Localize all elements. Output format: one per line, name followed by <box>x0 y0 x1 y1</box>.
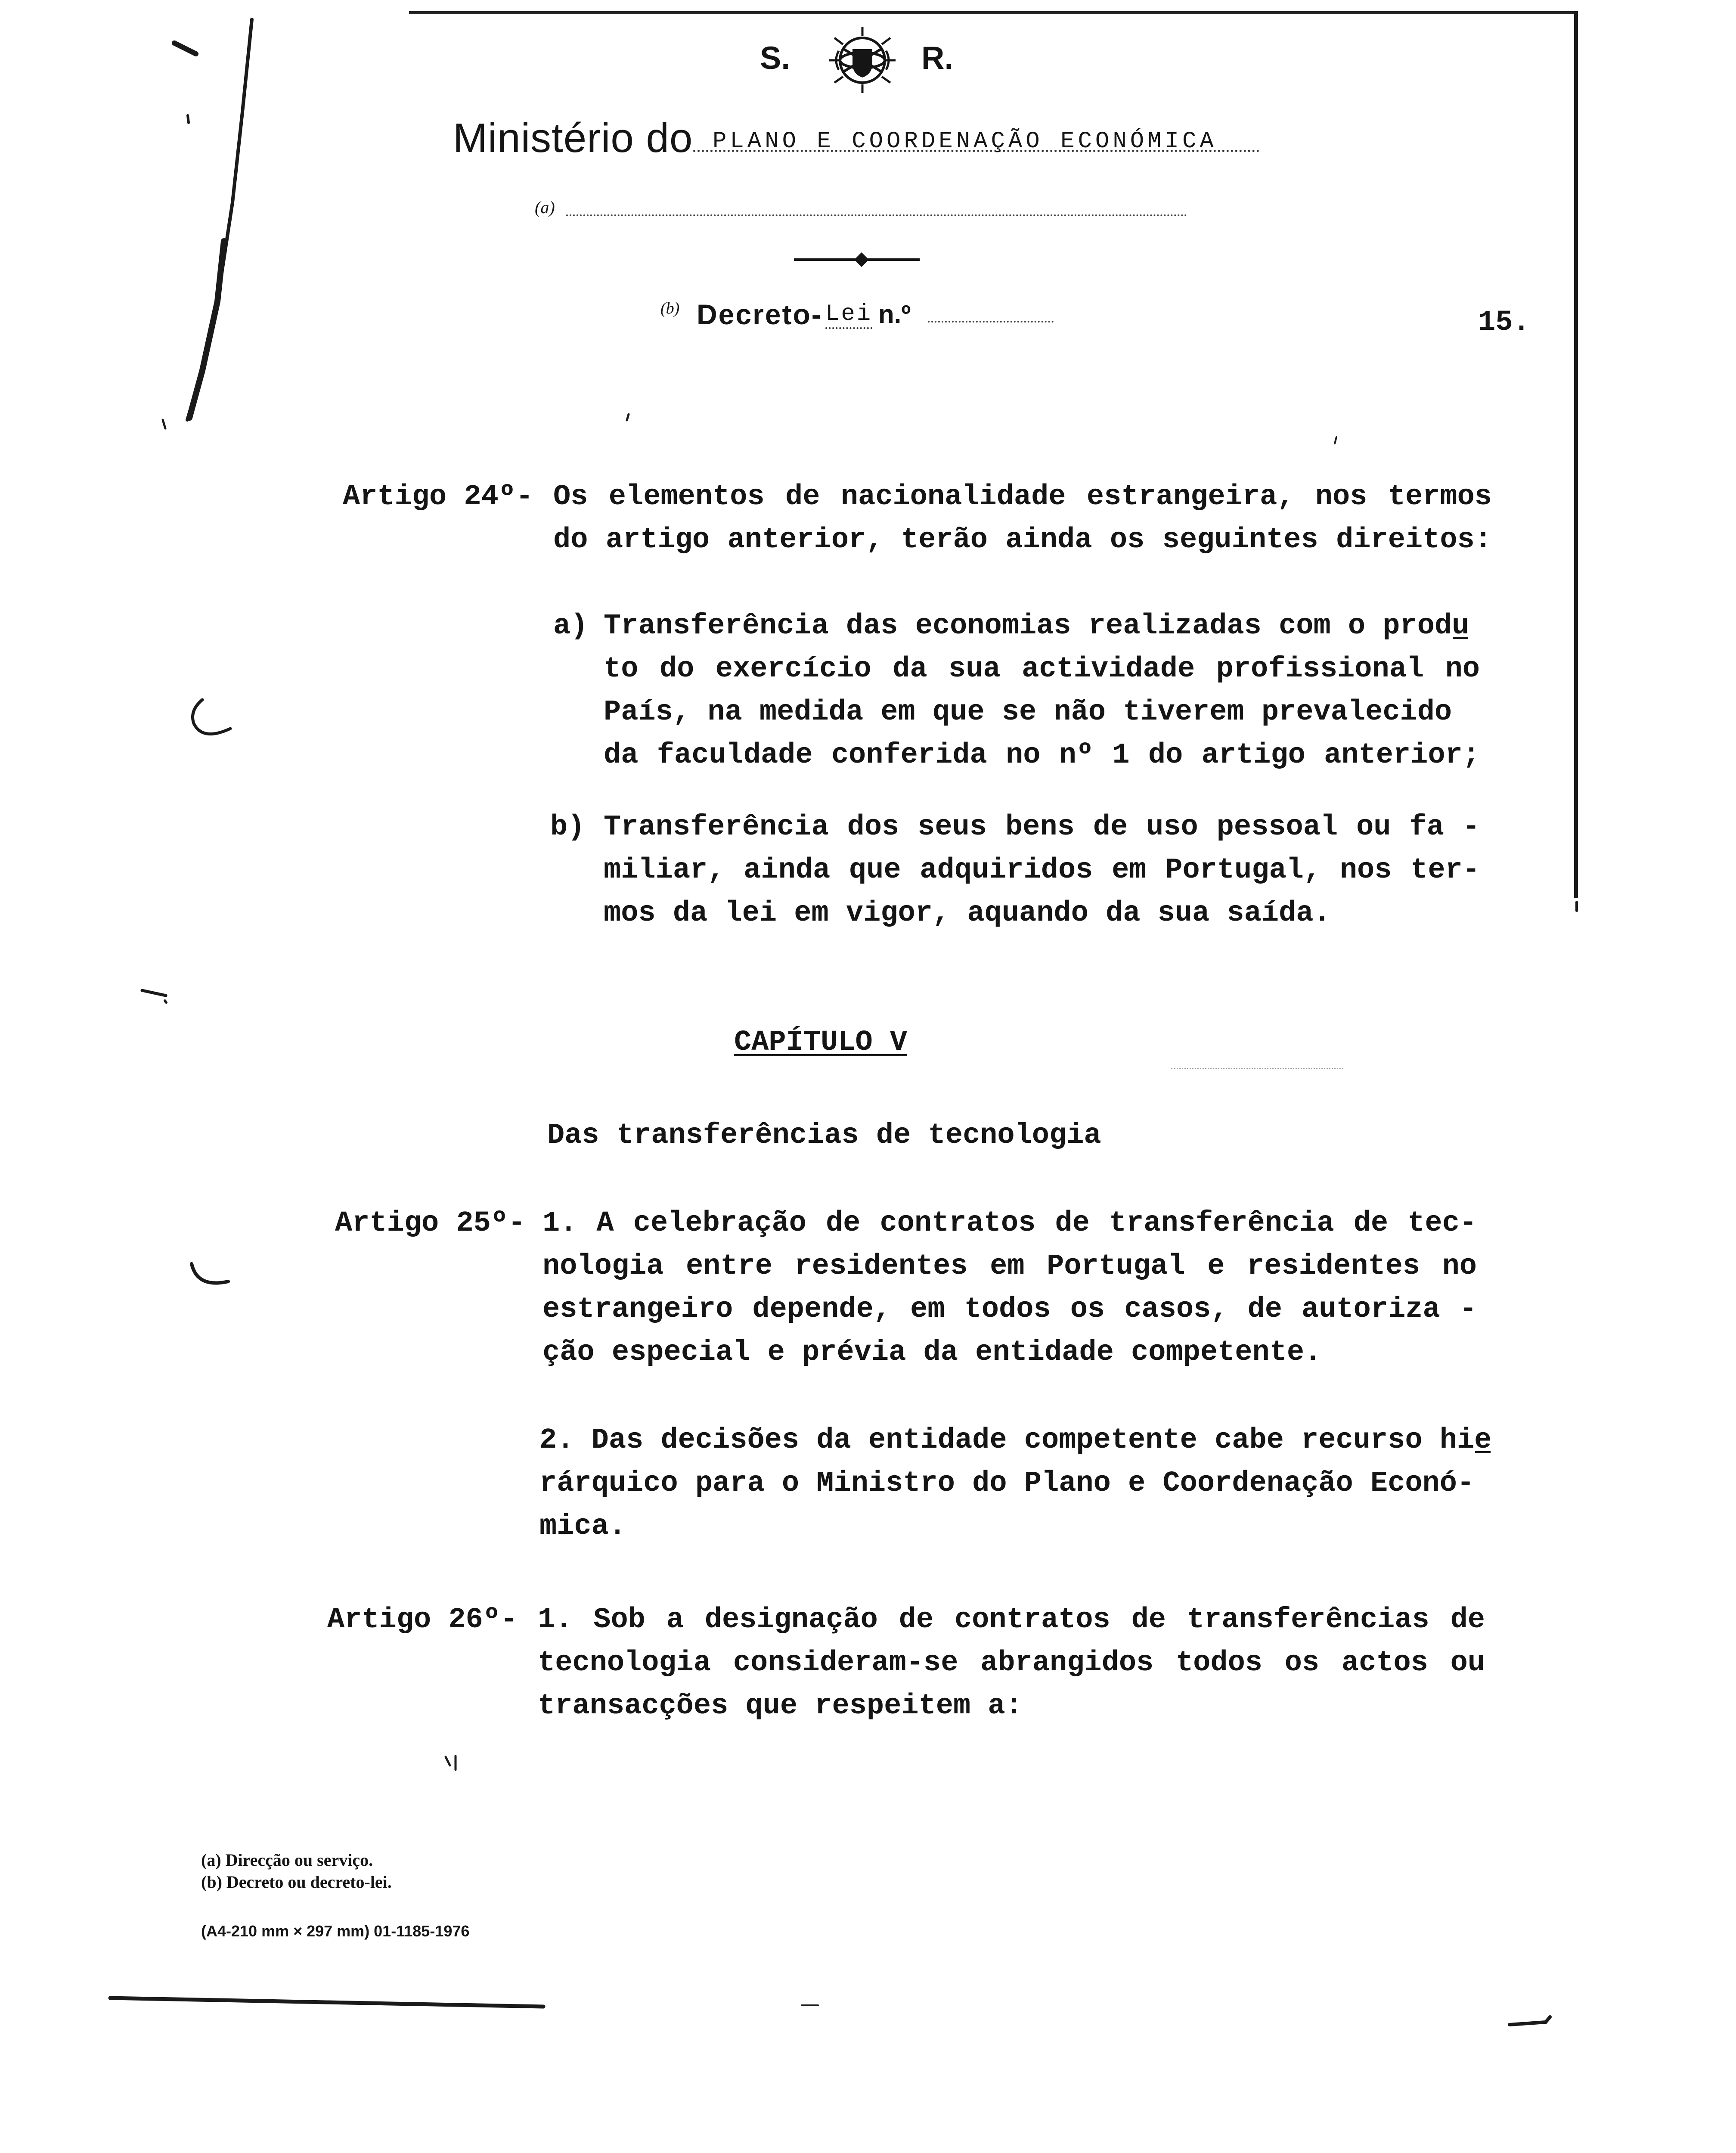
text-line: rárquico para o Ministro do Plano e Coordenação Econó- <box>539 1467 1475 1500</box>
chapter-title: CAPÍTULO V <box>734 1026 908 1059</box>
article-25-label: Artigo 25º- <box>335 1207 526 1240</box>
ministry-prefix: Ministério do <box>453 115 693 161</box>
text-line: mica. <box>539 1510 626 1543</box>
page-right-border <box>1574 11 1578 898</box>
text-line: tecnologia consideram-se abrangidos todos os actos ou <box>538 1647 1485 1679</box>
text-line: Transferência dos seus bens de uso pessoal ou fa - <box>604 811 1480 844</box>
article-26-paragraph-1 <box>538 1598 1485 1728</box>
text-line: ção especial e prévia da entidade competente. <box>542 1336 1322 1369</box>
item-b-marker: b) <box>550 811 585 844</box>
footnote-a: (a) Direcção ou serviço. <box>201 1850 373 1870</box>
text-line: miliar, ainda que adquiridos em Portugal, nos ter- <box>604 854 1480 887</box>
page-top-border <box>409 11 1577 14</box>
faint-dotted-mark <box>1171 1068 1343 1069</box>
page-number: 15. <box>1478 306 1530 339</box>
decree-label-b: (b) <box>660 299 680 317</box>
decree-typed-type: Lei <box>825 301 872 329</box>
text-line: País, na medida em que se não tiverem prevalecido <box>604 696 1452 729</box>
decree-dotted-rule <box>928 321 1054 323</box>
item-a-text <box>604 605 1480 777</box>
article-25-paragraph-2 <box>539 1419 1495 1548</box>
item-a-marker: a) <box>553 610 588 642</box>
text-line: 1. Sob a designação de contratos de transferências de <box>538 1604 1485 1636</box>
header-letter-r: R. <box>921 40 953 76</box>
text-line: estrangeiro depende, em todos os casos, de autoriza - <box>542 1293 1477 1326</box>
decree-printed-label: Decreto- <box>697 298 822 330</box>
text-line: to do exercício da sua actividade profissional no <box>604 653 1480 686</box>
article-24-label: Artigo 24º- <box>343 481 533 513</box>
header-separator-diamond <box>854 252 869 267</box>
text-line: transacções que respeitem a: <box>538 1690 1023 1722</box>
field-a-label: (a) <box>535 198 555 217</box>
text-line-hyphenated: 2. Das decisões da entidade competente cabe recurso hie <box>539 1419 1491 1462</box>
footnote-b: (b) Decreto ou decreto-lei. <box>201 1872 392 1892</box>
item-b-text <box>604 806 1480 935</box>
text-line: Os elementos de nacionalidade estrangeira, nos termos <box>553 481 1492 513</box>
decree-number-label: n.º <box>878 300 911 329</box>
text-line: 1. A celebração de contratos de transferência de tec- <box>542 1207 1477 1240</box>
text-line <box>539 1419 1495 1462</box>
header-letter-s: S. <box>760 40 790 76</box>
text-line: do artigo anterior, terão ainda os seguintes direitos: <box>553 524 1492 556</box>
field-a-dotted-rule <box>566 214 1187 216</box>
text-line: nologia entre residentes em Portugal e residentes no <box>542 1250 1477 1283</box>
ministry-name: PLANO E COORDENAÇÃO ECONÓMICA <box>713 128 1217 155</box>
text-line <box>604 605 1480 648</box>
article-25-paragraph-1 <box>542 1202 1477 1374</box>
text-line: da faculdade conferida no nº 1 do artigo anterior; <box>604 739 1480 772</box>
chapter-subtitle: Das transferências de tecnologia <box>547 1119 1101 1152</box>
text-line: mos da lei em vigor, aquando da sua saída. <box>604 897 1331 930</box>
article-24-intro <box>553 475 1492 562</box>
coat-of-arms-emblem <box>826 25 899 94</box>
article-26-label: Artigo 26º- <box>327 1604 518 1636</box>
form-code: (A4-210 mm × 297 mm) 01-1185-1976 <box>201 1922 470 1940</box>
text-line-hyphenated: Transferência das economias realizadas com o produ <box>604 605 1469 648</box>
